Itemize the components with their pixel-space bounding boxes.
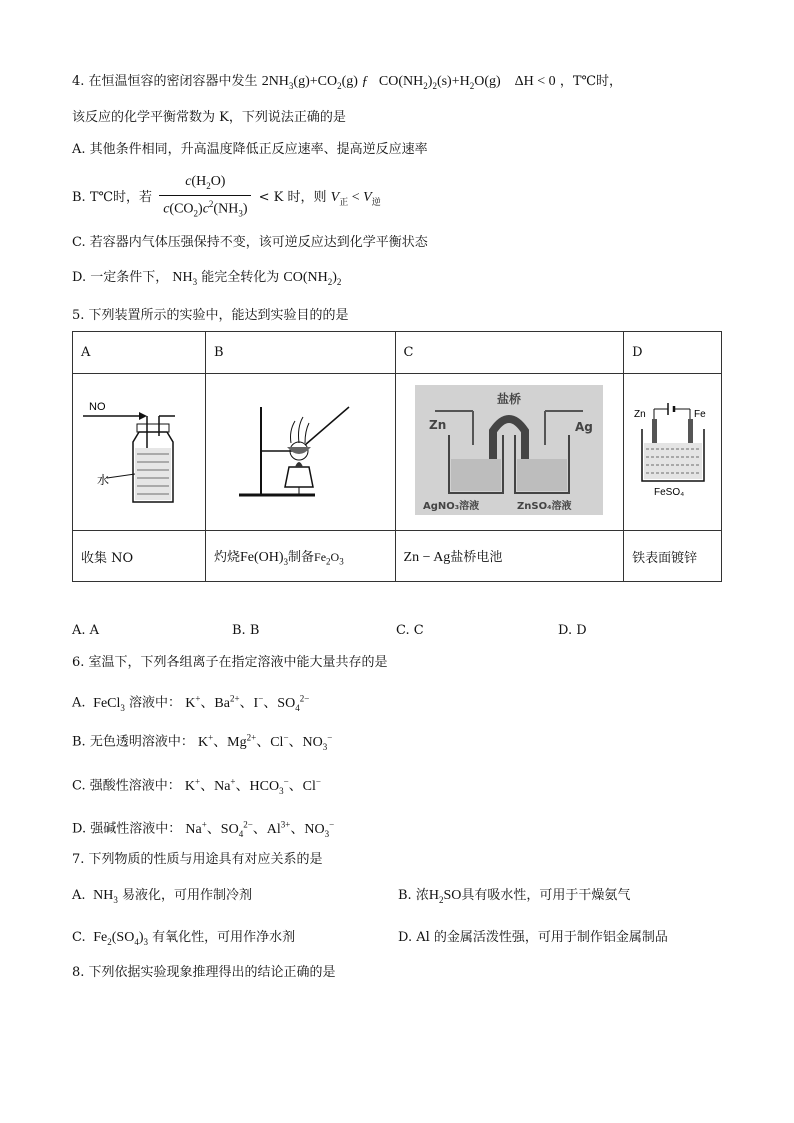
q5-header-d: D bbox=[624, 332, 722, 374]
svg-text:NO: NO bbox=[88, 401, 106, 413]
q4-option-d: D. 一定条件下， $NH_3$ 能完全转化为 $CO(NH_2)_2$ bbox=[72, 270, 342, 287]
crucible-burner-figure bbox=[225, 395, 375, 505]
q5-header-a: A bbox=[73, 332, 206, 374]
q4-option-a: A. 其他条件相同，升高温度降低正反应速率、提高逆反应速率 bbox=[72, 142, 428, 157]
q4-line2: 该反应的化学平衡常数为 K，下列说法正确的是 bbox=[72, 110, 346, 125]
q6-option-d: D. 强碱性溶液中： Na+、$SO_4^{2-}$、$Al^{3+}$、$NO_3^-$ bbox=[72, 819, 335, 839]
q8-stem: 8. 下列依据实验现象推理得出的结论正确的是 bbox=[72, 965, 336, 980]
q7-option-c: C. $Fe_2(SO_4)_3$ 有氧化性，可用作净水剂 bbox=[72, 930, 296, 947]
q4-option-b: B. T℃时，若 $\frac{c(H_2O)}{c(CO_2)c^2(NH_3)}$ < K 时，则 $V_正 < V_逆$ bbox=[72, 173, 381, 224]
q7-stem: 7. 下列物质的性质与用途具有对应关系的是 bbox=[72, 852, 323, 867]
q5-figure-b bbox=[205, 374, 395, 531]
q4-equation: $2NH_3(g)+CO_2(g)$ ƒ $CO(NH_2)_2(s)+H_2O(g)$ ΔH < 0 bbox=[261, 74, 556, 91]
salt-bridge-photo bbox=[415, 385, 603, 515]
q5-caption-d: 铁表面镀锌 bbox=[624, 531, 722, 582]
q5-caption-a: 收集 NO bbox=[73, 531, 206, 582]
svg-text:盐桥: 盐桥 bbox=[497, 392, 522, 406]
q5-figure-c bbox=[395, 374, 624, 531]
q5-answer-choices bbox=[72, 621, 587, 641]
q5-caption-c: Zn − Ag盐桥电池 bbox=[395, 531, 624, 582]
q5-header-c: C bbox=[395, 332, 624, 374]
gas-bottle-figure bbox=[75, 390, 203, 510]
electroplating-figure bbox=[628, 395, 718, 505]
q5-stem: 5. 下列装置所示的实验中，能达到实验目的的是 bbox=[72, 308, 349, 323]
svg-text:Zn: Zn bbox=[633, 409, 646, 420]
q5-choice-b: B. B bbox=[232, 623, 260, 638]
q6-option-b: B. 无色透明溶液中： K+、$Mg^{2+}$、Cl−、$NO_3^-$ bbox=[72, 732, 333, 752]
q5-choice-c: C. C bbox=[396, 623, 424, 638]
svg-text:Ag: Ag bbox=[575, 420, 594, 434]
q6-stem: 6. 室温下，下列各组离子在指定溶液中能大量共存的是 bbox=[72, 655, 388, 670]
q4-fraction: $\frac{c(H_2O)}{c(CO_2)c^2(NH_3)}$ bbox=[159, 173, 251, 222]
q5-figure-d bbox=[624, 374, 722, 531]
q7-option-a: A. $NH_3$ 易液化，可用作制冷剂 bbox=[72, 888, 253, 905]
q4-option-c: C. 若容器内气体压强保持不变，该可逆反应达到化学平衡状态 bbox=[72, 235, 428, 250]
svg-text:AgNO₃溶液: AgNO₃溶液 bbox=[423, 501, 480, 512]
q7-option-d: D. Al 的金属活泼性强，可用于制作铝金属制品 bbox=[398, 930, 668, 945]
q7-option-b: B. 浓$H_2SO$具有吸水性，可用于干燥氨气 bbox=[398, 888, 631, 905]
q5-caption-b: 灼烧$Fe(OH)_3$制备$Fe_2O_3$ bbox=[205, 531, 395, 582]
q5-header-b: B bbox=[205, 332, 395, 374]
svg-text:Fe: Fe bbox=[693, 409, 706, 420]
q6-option-a: A. FeCl$_3$ 溶液中： K+、$Ba^{2+}$、I−、$SO_4^{2-}$ bbox=[72, 693, 310, 713]
q5-choice-d: D. D bbox=[558, 623, 587, 638]
q4-line1: 4. 在恒温恒容的密闭容器中发生 $2NH_3(g)+CO_2(g)$ ƒ $CO(NH_2)_2(s)+H_2O(g)$ ΔH < 0 ，T℃时， bbox=[72, 74, 623, 91]
svg-text:FeSO₄: FeSO₄ bbox=[653, 487, 684, 498]
q5-apparatus-table bbox=[72, 331, 722, 582]
svg-text:Zn: Zn bbox=[429, 418, 447, 432]
q5-choice-a: A. A bbox=[72, 623, 100, 638]
svg-text:水: 水 bbox=[96, 473, 109, 487]
q6-option-c: C. 强酸性溶液中： K+、Na+、$HCO_3^-$、Cl− bbox=[72, 776, 321, 796]
q5-figure-a bbox=[73, 374, 206, 531]
svg-text:ZnSO₄溶液: ZnSO₄溶液 bbox=[517, 501, 572, 512]
